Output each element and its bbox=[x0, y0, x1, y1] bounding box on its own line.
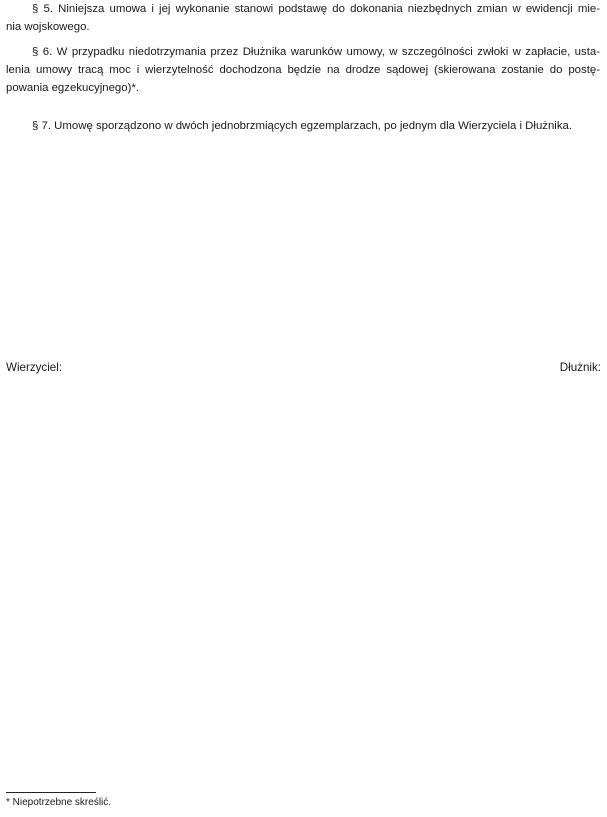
footnote-divider bbox=[6, 792, 96, 793]
paragraph-7-line-1: § 7. Umowę sporządzono w dwóch jednobrzmiących egzemplarzach, po jednym dla Wierzyciela i Dłużnika. bbox=[32, 120, 573, 132]
creditor-signature-label: Wierzyciel: bbox=[6, 361, 63, 374]
paragraph-6 bbox=[6, 43, 600, 97]
paragraph-5 bbox=[6, 0, 600, 36]
debtor-signature-label: Dłużnik: bbox=[559, 361, 601, 374]
footnote: * Niepotrzebne skreślić. bbox=[6, 797, 112, 808]
paragraph-5-line-1: § 5. Niniejsza umowa i jej wykonanie stanowi podstawę do dokonania niezbędnych zmian w ewidencji mie- bbox=[32, 3, 600, 15]
paragraph-6-line-1: § 6. W przypadku niedotrzymania przez Dłużnika warunków umowy, w szczególności zwłoki w zapłacie, usta- bbox=[32, 46, 600, 58]
paragraph-7 bbox=[6, 117, 600, 135]
paragraph-5-line-2: nia wojskowego. bbox=[6, 21, 90, 33]
paragraph-6-line-3: powania egzekucyjnego)*. bbox=[6, 82, 139, 94]
paragraph-6-line-2: lenia umowy tracą moc i wierzytelność dochodzona będzie na drodze sądowej (skierowana zostanie do postę- bbox=[6, 64, 600, 76]
